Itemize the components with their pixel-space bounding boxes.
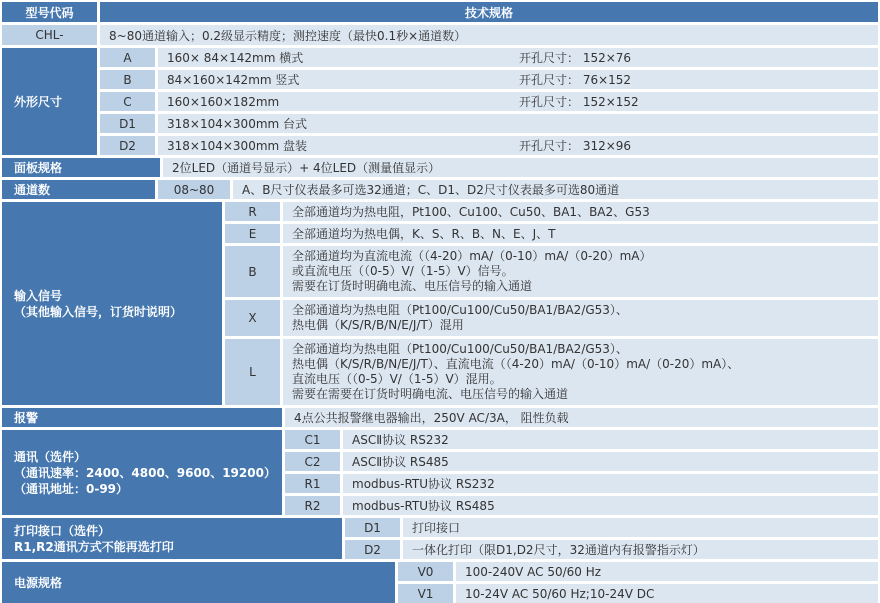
input-row-l: [225, 339, 878, 405]
dim-code-d2: D2: [100, 136, 155, 155]
input-section: [2, 202, 878, 405]
dim-cutout: 开孔尺寸： 76×152: [519, 73, 632, 87]
input-desc-e: 全部通道均为热电偶，K、S、R、B、N、E、J、T: [283, 224, 878, 243]
print-code-d1: D1: [345, 518, 400, 537]
input-desc-line: 需要在订货时明确电流、电压信号的输入通道: [292, 279, 533, 293]
model-desc: 8~80通道输入；0.2级显示精度；测控速度（最快0.1秒×通道数）: [100, 25, 878, 45]
print-row-d2: [345, 540, 878, 559]
alarm-label: 报警: [2, 408, 282, 427]
comm-code-c1: C1: [285, 430, 340, 449]
input-desc-b: [283, 246, 878, 297]
print-label-line1: 打印接口（选件）: [14, 523, 111, 538]
dimension-row: [100, 70, 878, 89]
input-row-x: [225, 300, 878, 336]
input-desc-line: 需要在需要在订货时明确电流、电压信号的输入通道: [292, 387, 569, 401]
dim-code-b: B: [100, 70, 155, 89]
input-desc-r: 全部通道均为热电阻，Pt100、Cu100、Cu50、BA1、BA2、G53: [283, 202, 878, 221]
dimension-row: [100, 92, 878, 111]
input-code-b: B: [225, 246, 280, 297]
dimension-row: [100, 48, 878, 67]
input-label-line2: （其他输入信号，订货时说明）: [14, 304, 183, 319]
input-desc-line: 热电偶（K/S/R/B/N/E/J/T）、直流电流（（4-20）mA/（0-10）mA/（0-20）mA）、: [292, 357, 740, 371]
input-desc-line: 全部通道均为热电阻（Pt100/Cu100/Cu50/BA1/BA2/G53）、: [292, 303, 628, 317]
dim-size: 84×160×142mm 竖式: [167, 73, 300, 87]
input-desc-x: [283, 300, 878, 336]
dim-code-d1: D1: [100, 114, 155, 133]
print-desc-d2: 一体化打印（限D1,D2尺寸，32通道内有报警指示灯）: [403, 540, 878, 559]
dim-size: 160× 84×142mm 横式: [167, 51, 304, 65]
comm-desc-c1: ASCⅡ协议 RS232: [343, 430, 878, 449]
comm-section: [2, 430, 878, 515]
comm-code-r1: R1: [285, 474, 340, 493]
input-label: [2, 202, 222, 405]
comm-row-c2: [285, 452, 878, 471]
comm-desc-c2: ASCⅡ协议 RS485: [343, 452, 878, 471]
power-row-v1: [398, 584, 878, 603]
dim-spec-d2: [158, 136, 878, 155]
power-row-v0: [398, 562, 878, 581]
comm-row-c1: [285, 430, 878, 449]
dim-cutout: 开孔尺寸： 312×96: [519, 139, 632, 153]
input-desc-line: 直流电压（（0-5）V/（1-5）V）混用。: [292, 372, 502, 386]
channels-desc: A、B尺寸仪表最多可选32通道；C、D1、D2尺寸仪表最多可选80通道: [233, 180, 878, 199]
power-label: 电源规格: [2, 562, 395, 603]
comm-label: [2, 430, 282, 515]
comm-label-line3: （通讯地址：0-99）: [14, 481, 129, 496]
input-row-e: [225, 224, 878, 243]
dimensions-section: [2, 48, 878, 155]
input-desc-line: 热电偶（K/S/R/B/N/E/J/T）混用: [292, 318, 464, 332]
comm-code-r2: R2: [285, 496, 340, 515]
print-code-d2: D2: [345, 540, 400, 559]
power-section: [2, 562, 878, 603]
input-desc-line: 或直流电压（（0-5）V/（1-5）V）信号。: [292, 264, 514, 278]
header-row: [2, 2, 878, 22]
print-label: [2, 518, 342, 559]
channels-label: 通道数: [2, 180, 155, 199]
dim-spec-d1: [158, 114, 878, 133]
model-code-cell: CHL-: [2, 25, 97, 45]
dim-code-c: C: [100, 92, 155, 111]
dim-cutout: 开孔尺寸： 152×152: [519, 95, 639, 109]
channels-section: [2, 180, 878, 199]
panel-label: 面板规格: [2, 158, 160, 177]
input-desc-line: 全部通道均为热电阻（Pt100/Cu100/Cu50/BA1/BA2/G53）、: [292, 342, 628, 356]
dim-code-a: A: [100, 48, 155, 67]
print-row-d1: [345, 518, 878, 537]
alarm-desc: 4点公共报警继电器输出，250V AC/3A， 阻性负载: [285, 408, 878, 427]
comm-desc-r2: modbus-RTU协议 RS485: [343, 496, 878, 515]
input-label-line1: 输入信号: [14, 288, 63, 303]
comm-label-line1: 通讯（选件）: [14, 449, 87, 464]
model-code-header: 型号代码: [2, 2, 97, 22]
panel-section: [2, 158, 878, 177]
input-row-b: [225, 246, 878, 297]
dim-spec-b: [158, 70, 878, 89]
dimensions-label: 外形尺寸: [2, 48, 97, 155]
print-section: [2, 518, 878, 559]
power-code-v1: V1: [398, 584, 453, 603]
model-row: [2, 25, 878, 45]
dimension-row: [100, 114, 878, 133]
input-desc-l: [283, 339, 878, 405]
dim-cutout: 开孔尺寸： 152×76: [519, 51, 632, 65]
print-label-line2: R1,R2通讯方式不能再选打印: [14, 539, 174, 554]
power-code-v0: V0: [398, 562, 453, 581]
comm-code-c2: C2: [285, 452, 340, 471]
dimension-row: [100, 136, 878, 155]
comm-label-line2: （通讯速率：2400、4800、9600、19200）: [14, 465, 276, 480]
dim-size: 160×160×182mm: [167, 94, 280, 109]
alarm-section: [2, 408, 878, 427]
power-desc-v0: 100-240V AC 50/60 Hz: [456, 562, 878, 581]
dim-spec-a: [158, 48, 878, 67]
input-code-e: E: [225, 224, 280, 243]
comm-row-r1: [285, 474, 878, 493]
channels-code: 08~80: [158, 180, 230, 199]
dim-spec-c: [158, 92, 878, 111]
input-row-r: [225, 202, 878, 221]
tech-spec-header: 技术规格: [100, 2, 878, 22]
input-code-r: R: [225, 202, 280, 221]
power-desc-v1: 10-24V AC 50/60 Hz;10-24V DC: [456, 584, 878, 603]
panel-desc: 2位LED（通道号显示）+ 4位LED（测量值显示）: [163, 158, 878, 177]
input-desc-line: 全部通道均为直流电流（（4-20）mA/（0-10）mA/（0-20）mA）: [292, 249, 652, 263]
print-desc-d1: 打印接口: [403, 518, 878, 537]
comm-row-r2: [285, 496, 878, 515]
dim-size: 318×104×300mm 台式: [167, 117, 308, 131]
input-code-x: X: [225, 300, 280, 336]
comm-desc-r1: modbus-RTU协议 RS232: [343, 474, 878, 493]
dim-size: 318×104×300mm 盘装: [167, 139, 308, 153]
input-code-l: L: [225, 339, 280, 405]
